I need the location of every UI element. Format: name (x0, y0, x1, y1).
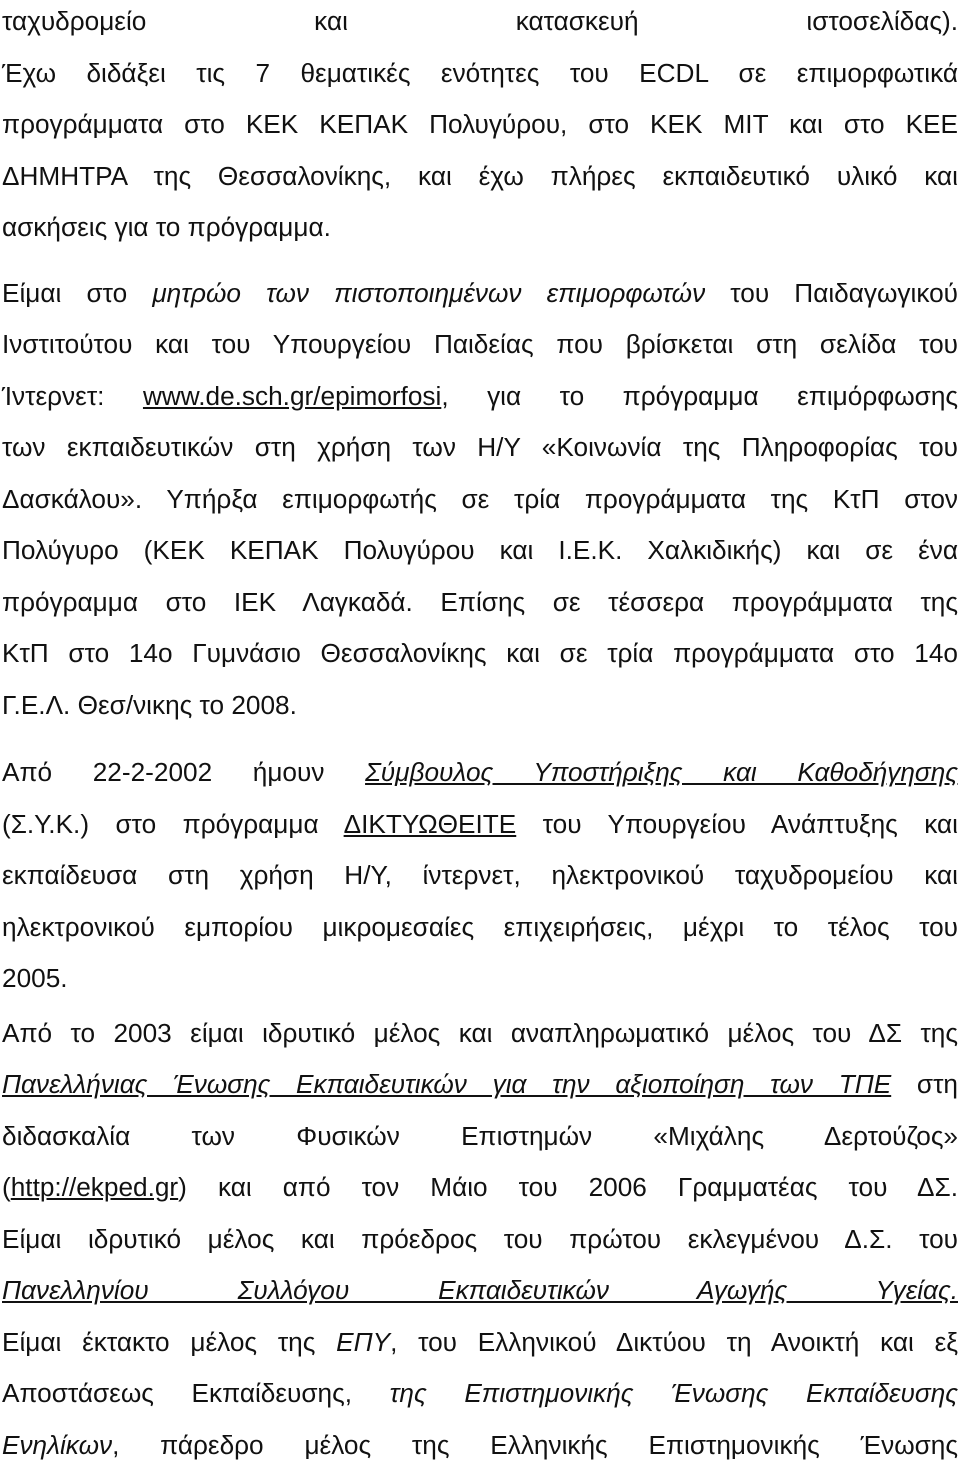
text-line: ηλεκτρονικού εμπορίου μικρομεσαίες επιχειρήσεις, μέχρι το τέλος του (2, 902, 958, 954)
text-line: διδασκαλία των Φυσικών Επιστημών «Μιχάλης Δερτούζος» (2, 1111, 958, 1163)
text-line: Είμαι στο μητρώο των πιστοποιημένων επιμορφωτών του Παιδαγωγικού (2, 268, 958, 320)
text-line: Ίντερνετ: www.de.sch.gr/epimorfosi, για το πρόγραμμα επιμόρφωσης (2, 371, 958, 423)
text-line: εκπαίδευσα στη χρήση Η/Υ, ίντερνετ, ηλεκτρονικού ταχυδρομείου και (2, 850, 958, 902)
italic-acronym: ΕΠΥ (336, 1327, 390, 1357)
italic-underlined-role: Σύμβουλος Υποστήριξης και Καθοδήγησης (365, 757, 958, 787)
italic-association-name: Ενηλίκων (2, 1430, 112, 1460)
italic-association-name: της Επιστημονικής Ένωσης Εκπαίδευσης (390, 1378, 958, 1408)
text-line: Από 22-2-2002 ήμουν Σύμβουλος Υποστήριξης και Καθοδήγησης (2, 747, 958, 799)
text-line: ΔΗΜΗΤΡΑ της Θεσσαλονίκης, και έχω πλήρες εκπαιδευτικό υλικό και (2, 151, 958, 203)
text-line (2, 1265, 958, 1317)
text-line: Ενηλίκων, πάρεδρο μέλος της Ελληνικής Επιστημονικής Ένωσης (2, 1420, 958, 1471)
text-line: Γ.Ε.Λ. Θεσ/νικης το 2008. (2, 680, 958, 732)
text-line: (Σ.Υ.Κ.) στο πρόγραμμα ΔΙΚΤΥΩΘΕΙΤΕ του Υπουργείου Ανάπτυξης και (2, 799, 958, 851)
text-line: των εκπαιδευτικών στη χρήση των Η/Υ «Κοινωνία της Πληροφορίας του (2, 422, 958, 474)
text-line: Ινστιτούτου και του Υπουργείου Παιδείας που βρίσκεται στη σελίδα του (2, 319, 958, 371)
italic-underlined-association: Πανελληνίου Συλλόγου Εκπαιδευτικών Αγωγής Υγείας. (2, 1275, 958, 1305)
text-line: (http://ekped.gr) και από τον Μάιο του 2006 Γραμματέας του ΔΣ. (2, 1162, 958, 1214)
text-line: Έχω διδάξει τις 7 θεματικές ενότητες του ECDL σε επιμορφωτικά (2, 48, 958, 100)
text-line: 2005. (2, 953, 958, 1005)
text-line: πρόγραμμα στο ΙΕΚ Λαγκαδά. Επίσης σε τέσσερα προγράμματα της (2, 577, 958, 629)
text-line: Είμαι έκτακτο μέλος της ΕΠΥ, του Ελληνικού Δικτύου τη Ανοικτή και εξ (2, 1317, 958, 1369)
paragraph-syk (2, 747, 958, 1005)
paragraph-associations (2, 1008, 958, 1471)
underlined-program-name: ΔΙΚΤΥΩΘΕΙΤΕ (344, 809, 517, 839)
text-line: Πολύγυρο (ΚΕΚ ΚΕΠΑΚ Πολυγύρου και Ι.Ε.Κ. Χαλκιδικής) και σε ένα (2, 525, 958, 577)
text-line: Αποστάσεως Εκπαίδευσης, της Επιστημονικής Ένωσης Εκπαίδευσης (2, 1368, 958, 1420)
text-line: ταχυδρομείο και κατασκευή ιστοσελίδας). (2, 0, 958, 48)
text-line: ΚτΠ στο 14ο Γυμνάσιο Θεσσαλονίκης και σε τρία προγράμματα στο 14ο (2, 628, 958, 680)
text-line: Είμαι ιδρυτικό μέλος και πρόεδρος του πρώτου εκλεγμένου Δ.Σ. του (2, 1214, 958, 1266)
text-line: Δασκάλου». Υπήρξα επιμορφωτής σε τρία προγράμματα της ΚτΠ στον (2, 474, 958, 526)
text-line: ασκήσεις για το πρόγραμμα. (2, 202, 958, 254)
text-line: προγράμματα στο ΚΕΚ ΚΕΠΑΚ Πολυγύρου, στο ΚΕΚ ΜΙΤ και στο ΚΕΕ (2, 99, 958, 151)
paragraph-ecdl (2, 0, 958, 254)
paragraph-registry (2, 268, 958, 732)
text-line: Από το 2003 είμαι ιδρυτικό μέλος και αναπληρωματικό μέλος του ΔΣ της (2, 1008, 958, 1060)
epimorfosi-link[interactable]: www.de.sch.gr/epimorfosi (143, 381, 441, 411)
italic-underlined-association: Πανελλήνιας Ένωσης Εκπαιδευτικών για την αξιοποίηση των ΤΠΕ (2, 1069, 891, 1099)
document-page (2, 0, 958, 1471)
text-line: Πανελλήνιας Ένωσης Εκπαιδευτικών για την αξιοποίηση των ΤΠΕ στη (2, 1059, 958, 1111)
ekped-link[interactable]: http://ekped.gr (11, 1172, 178, 1202)
italic-registry-text: μητρώο των πιστοποιημένων επιμορφωτών (152, 278, 705, 308)
